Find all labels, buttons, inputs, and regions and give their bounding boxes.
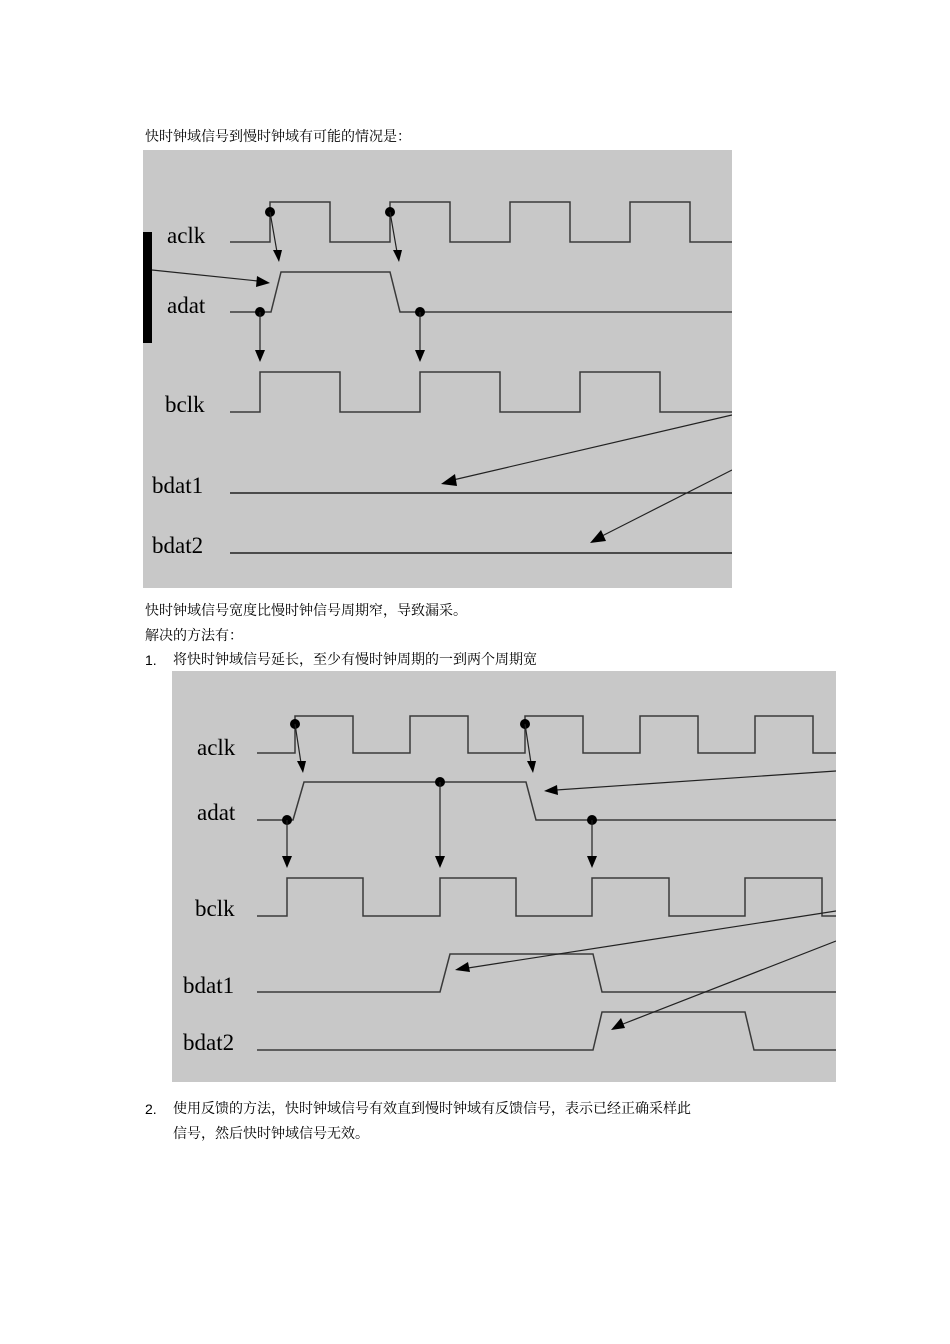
intro-text: 快时钟域信号到慢时钟域有可能的情况是： <box>145 129 411 145</box>
bdat2-waveform <box>257 1012 836 1050</box>
list-item-1-text: 将快时钟域信号延长，至少有慢时钟周期的一到两个周期宽 <box>173 652 537 668</box>
signal-label-bdat2: bdat2 <box>183 1030 235 1055</box>
list-item-2-text-line2: 信号，然后快时钟域信号无效。 <box>173 1126 369 1142</box>
bclk-waveform <box>257 878 836 916</box>
timing-diagram-1 <box>143 150 732 588</box>
signal-label-adat: adat <box>167 293 206 318</box>
signal-label-bdat1: bdat1 <box>152 473 204 498</box>
timing-diagram-1-svg <box>143 150 732 588</box>
signal-label-bdat1: bdat1 <box>183 973 235 998</box>
signal-label-aclk: aclk <box>167 223 206 248</box>
signal-label-bclk: bclk <box>165 392 205 417</box>
signal-label-adat: adat <box>197 800 236 825</box>
causal-arrows <box>282 724 836 1030</box>
adat-waveform <box>257 782 836 820</box>
left-marker-bar <box>143 232 152 343</box>
aclk-waveform <box>230 202 732 242</box>
signal-label-bdat2: bdat2 <box>152 533 204 558</box>
aclk-waveform <box>257 716 836 753</box>
signal-label-bclk: bclk <box>195 896 235 921</box>
timing-diagram-2 <box>172 671 836 1082</box>
signal-label-aclk: aclk <box>197 735 236 760</box>
list-number-2: 2. <box>145 1101 157 1117</box>
bclk-waveform <box>230 372 732 412</box>
timing-diagram-2-svg <box>172 671 836 1082</box>
list-item-2-text-line1: 使用反馈的方法，快时钟域信号有效直到慢时钟域有反馈信号，表示已经正确采样此 <box>173 1101 691 1117</box>
bdat1-waveform <box>257 954 836 992</box>
solutions-heading: 解决的方法有： <box>145 628 243 644</box>
issue-text: 快时钟域信号宽度比慢时钟信号周期窄，导致漏采。 <box>145 603 467 619</box>
list-number-1: 1. <box>145 652 157 668</box>
adat-waveform <box>230 272 732 312</box>
